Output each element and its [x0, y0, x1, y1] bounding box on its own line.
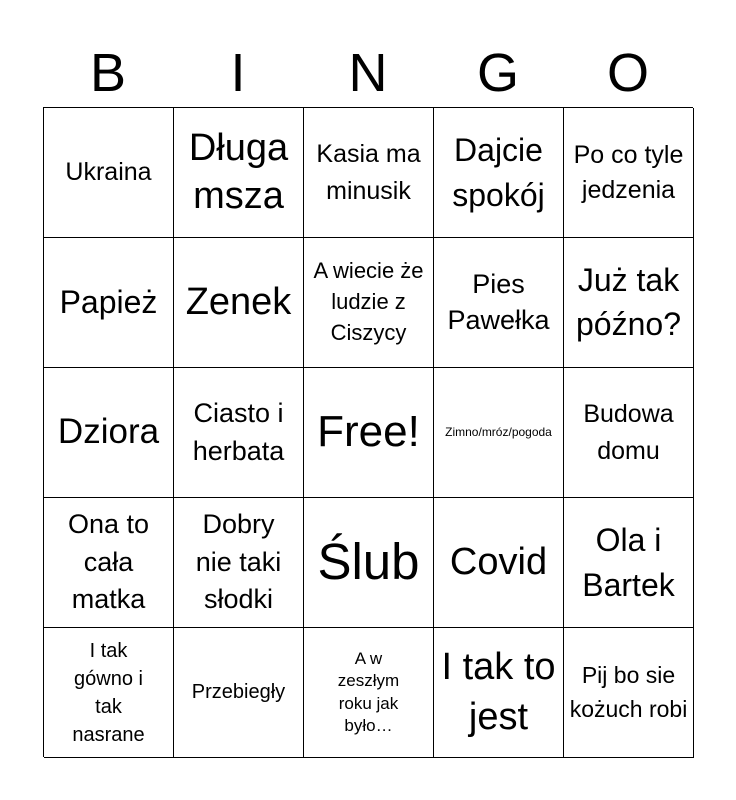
cell-label: A w zeszłym roku jak było… — [337, 649, 400, 735]
bingo-cell[interactable] — [44, 368, 174, 498]
cell-label: Ukraina — [65, 158, 152, 187]
cell-label: Przebiegły — [191, 681, 286, 703]
cell-label: Free! — [317, 407, 420, 457]
bingo-cell[interactable] — [304, 108, 434, 238]
bingo-cell[interactable] — [174, 368, 304, 498]
bingo-cell[interactable] — [304, 238, 434, 368]
cell-label: I tak to jest — [441, 646, 556, 738]
bingo-cell[interactable] — [174, 628, 304, 758]
bingo-cell[interactable] — [434, 238, 564, 368]
cell-label: Po co tyle jedzenia — [573, 140, 684, 204]
cell-label: Kasia ma minusik — [316, 140, 421, 205]
cell-label: Ślub — [317, 533, 420, 591]
cell-label: Ona to cała matka — [67, 508, 150, 615]
cell-label: Ciasto i herbata — [192, 397, 285, 466]
bingo-cell[interactable] — [434, 368, 564, 498]
bingo-cell[interactable] — [174, 238, 304, 368]
bingo-board — [43, 107, 693, 757]
cell-label: Dajcie spokój — [452, 131, 545, 213]
bingo-cell[interactable] — [564, 108, 694, 238]
cell-label: A wiecie że ludzie z Ciszycy — [313, 258, 424, 345]
bingo-cell[interactable] — [304, 498, 434, 628]
bingo-cell[interactable] — [44, 238, 174, 368]
bingo-cell[interactable] — [44, 628, 174, 758]
bingo-cell[interactable] — [564, 238, 694, 368]
bingo-cell[interactable] — [44, 498, 174, 628]
bingo-cell[interactable] — [434, 628, 564, 758]
cell-label: Dobry nie taki słodki — [195, 508, 282, 615]
bingo-cell[interactable] — [564, 368, 694, 498]
cell-label: I tak gówno i tak nasrane — [72, 639, 145, 746]
cell-label: Już tak późno? — [576, 262, 681, 342]
header-letter-n: N — [348, 43, 388, 103]
header-letter-b: B — [89, 43, 127, 103]
cell-label: Ola i Bartek — [582, 521, 675, 603]
bingo-cell[interactable] — [44, 108, 174, 238]
cell-label: Covid — [449, 540, 548, 583]
bingo-cell[interactable] — [434, 498, 564, 628]
bingo-cell[interactable] — [434, 108, 564, 238]
cell-label: Zimno/mróz/pogoda — [445, 424, 552, 439]
cell-label: Zenek — [185, 280, 292, 323]
bingo-cell[interactable] — [174, 108, 304, 238]
bingo-header — [43, 40, 693, 106]
cell-label: Papież — [59, 284, 158, 321]
header-letter-i: I — [230, 43, 246, 103]
cell-label: Pij bo sie kożuch robi — [569, 662, 688, 722]
header-letter-o: O — [606, 43, 649, 103]
cell-label: Budowa domu — [583, 400, 674, 465]
bingo-cell[interactable] — [304, 628, 434, 758]
cell-label: Dziora — [57, 412, 160, 452]
bingo-cell[interactable] — [304, 368, 434, 498]
bingo-cell[interactable] — [174, 498, 304, 628]
cell-label: Pies Pawełka — [447, 269, 550, 335]
bingo-cell[interactable] — [564, 628, 694, 758]
header-letter-g: G — [476, 43, 519, 103]
cell-label: Długa msza — [188, 127, 289, 217]
bingo-cell[interactable] — [564, 498, 694, 628]
